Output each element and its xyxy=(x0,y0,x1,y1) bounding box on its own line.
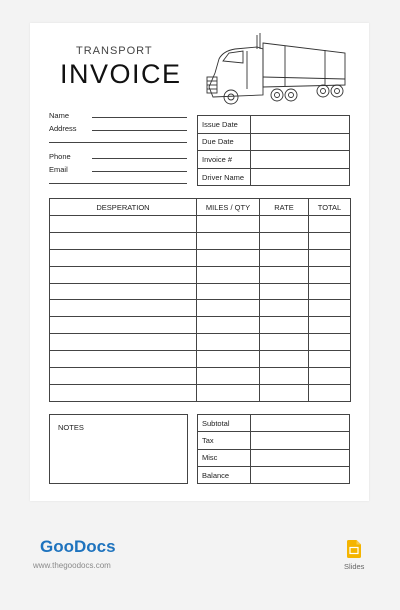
field-label-phone: Phone xyxy=(49,152,71,161)
balance-cell[interactable] xyxy=(251,466,350,483)
info-label-driver-name: Driver Name xyxy=(198,168,251,186)
invoice-sheet xyxy=(30,23,369,501)
table-cell[interactable] xyxy=(309,300,351,317)
table-row xyxy=(50,249,351,266)
table-cell[interactable] xyxy=(309,368,351,385)
email-line-2[interactable] xyxy=(49,183,187,184)
info-label-invoice-number: Invoice # xyxy=(198,151,251,169)
column-header-miles-qty: MILES / QTY xyxy=(197,199,260,216)
summary-label-tax: Tax xyxy=(198,432,251,449)
email-line[interactable] xyxy=(92,171,187,172)
table-row xyxy=(50,266,351,283)
items-header-row xyxy=(50,199,351,216)
table-cell[interactable] xyxy=(260,283,309,300)
table-cell[interactable] xyxy=(50,384,197,401)
issue-date-cell[interactable] xyxy=(251,116,350,134)
invoice-subtitle: TRANSPORT xyxy=(76,45,153,57)
table-cell[interactable] xyxy=(197,216,260,233)
table-cell[interactable] xyxy=(197,351,260,368)
table-cell[interactable] xyxy=(197,317,260,334)
field-label-name: Name xyxy=(49,111,70,120)
table-cell[interactable] xyxy=(50,266,197,283)
table-cell[interactable] xyxy=(309,232,351,249)
summary-label-subtotal: Subtotal xyxy=(198,415,251,432)
table-cell[interactable] xyxy=(197,384,260,401)
column-header-desperation: DESPERATION xyxy=(50,199,197,216)
table-cell[interactable] xyxy=(50,334,197,351)
table-cell[interactable] xyxy=(309,283,351,300)
table-cell[interactable] xyxy=(50,283,197,300)
column-header-total: TOTAL xyxy=(309,199,351,216)
table-cell[interactable] xyxy=(260,368,309,385)
table-cell[interactable] xyxy=(260,300,309,317)
table-row xyxy=(50,283,351,300)
table-cell[interactable] xyxy=(197,300,260,317)
slides-label: Slides xyxy=(344,562,365,571)
info-row xyxy=(198,168,350,186)
field-label-email: Email xyxy=(49,165,68,174)
address-line[interactable] xyxy=(92,130,187,131)
table-cell[interactable] xyxy=(260,351,309,368)
invoice-title: INVOICE xyxy=(60,59,182,89)
tax-cell[interactable] xyxy=(251,432,350,449)
table-cell[interactable] xyxy=(260,232,309,249)
table-cell[interactable] xyxy=(309,384,351,401)
summary-row xyxy=(198,432,350,449)
invoice-number-cell[interactable] xyxy=(251,151,350,169)
table-cell[interactable] xyxy=(260,216,309,233)
table-row xyxy=(50,351,351,368)
summary-label-misc: Misc xyxy=(198,449,251,466)
items-table xyxy=(49,198,351,402)
table-cell[interactable] xyxy=(309,334,351,351)
table-row xyxy=(50,300,351,317)
table-cell[interactable] xyxy=(309,266,351,283)
truck-illustration xyxy=(195,29,355,109)
table-cell[interactable] xyxy=(260,266,309,283)
name-line[interactable] xyxy=(92,117,187,118)
due-date-cell[interactable] xyxy=(251,133,350,151)
table-cell[interactable] xyxy=(50,317,197,334)
summary-row xyxy=(198,415,350,432)
table-cell[interactable] xyxy=(197,283,260,300)
goodocs-logo[interactable]: GooDocs xyxy=(40,537,116,556)
table-row xyxy=(50,368,351,385)
misc-cell[interactable] xyxy=(251,449,350,466)
info-row xyxy=(198,151,350,169)
site-url[interactable]: www.thegoodocs.com xyxy=(33,561,111,570)
summary-table xyxy=(197,414,350,484)
slides-icon[interactable] xyxy=(347,540,361,558)
table-cell[interactable] xyxy=(260,334,309,351)
table-cell[interactable] xyxy=(50,368,197,385)
table-cell[interactable] xyxy=(50,216,197,233)
table-cell[interactable] xyxy=(197,249,260,266)
table-row xyxy=(50,384,351,401)
table-cell[interactable] xyxy=(309,216,351,233)
field-label-address: Address xyxy=(49,124,77,133)
driver-name-cell[interactable] xyxy=(251,168,350,186)
table-row xyxy=(50,317,351,334)
subtotal-cell[interactable] xyxy=(251,415,350,432)
table-row xyxy=(50,232,351,249)
items-body xyxy=(50,216,351,402)
table-row xyxy=(50,334,351,351)
info-label-due-date: Due Date xyxy=(198,133,251,151)
table-cell[interactable] xyxy=(260,317,309,334)
info-row xyxy=(198,116,350,134)
table-cell[interactable] xyxy=(309,351,351,368)
summary-label-balance: Balance xyxy=(198,466,251,483)
table-row xyxy=(50,216,351,233)
table-cell[interactable] xyxy=(50,351,197,368)
info-row xyxy=(198,133,350,151)
table-cell[interactable] xyxy=(197,334,260,351)
phone-line[interactable] xyxy=(92,158,187,159)
summary-row xyxy=(198,466,350,483)
address-line-2[interactable] xyxy=(49,142,187,143)
column-header-rate: RATE xyxy=(260,199,309,216)
notes-box[interactable] xyxy=(49,414,188,484)
notes-label: NOTES xyxy=(58,423,84,432)
table-cell[interactable] xyxy=(50,249,197,266)
table-cell[interactable] xyxy=(50,300,197,317)
table-cell[interactable] xyxy=(260,384,309,401)
table-cell[interactable] xyxy=(50,232,197,249)
invoice-info-table xyxy=(197,115,350,186)
table-cell[interactable] xyxy=(197,232,260,249)
table-cell[interactable] xyxy=(197,266,260,283)
table-cell[interactable] xyxy=(309,317,351,334)
table-cell[interactable] xyxy=(197,368,260,385)
table-cell[interactable] xyxy=(260,249,309,266)
info-label-issue-date: Issue Date xyxy=(198,116,251,134)
summary-row xyxy=(198,449,350,466)
table-cell[interactable] xyxy=(309,249,351,266)
